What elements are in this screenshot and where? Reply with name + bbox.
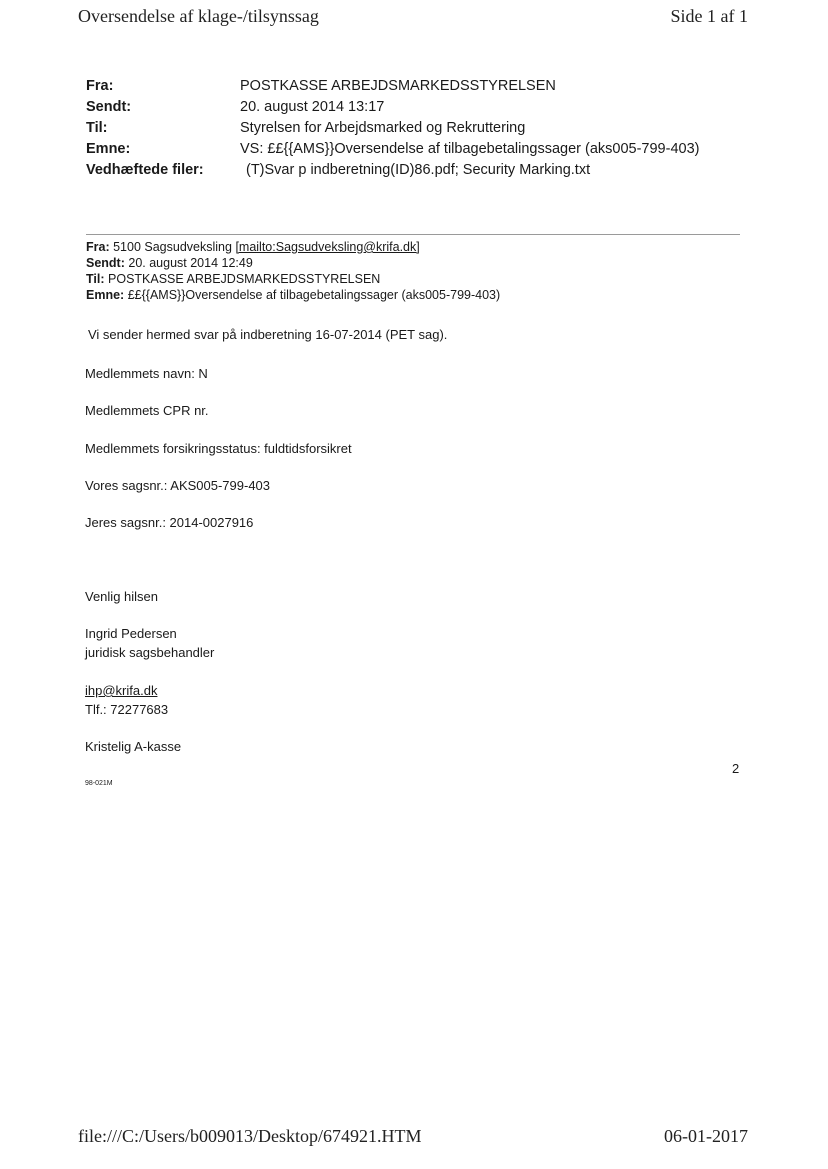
forward-attachments-value: (T)Svar p indberetning(ID)86.pdf; Security Marking.txt	[246, 162, 591, 178]
intro-text: Vi sender hermed svar på indberetning 16-07-2014 (PET sag).	[88, 327, 448, 342]
forward-from-label: Fra:	[86, 78, 114, 94]
page-footer-file-path: file:///C:/Users/b009013/Desktop/674921.HTM	[78, 1126, 422, 1146]
forward-sent-row	[86, 97, 699, 118]
forward-subject-value: VS: ££{{AMS}}Oversendelse af tilbagebetalingssager (aks005-799-403)	[240, 141, 700, 157]
stamp-page-number: 2	[732, 761, 740, 776]
original-from-row	[86, 239, 500, 255]
original-sent-value: 20. august 2014 12:49	[128, 256, 253, 270]
greeting-text: Venlig hilsen	[85, 589, 158, 604]
original-subject-row	[86, 287, 500, 303]
organization-text: Kristelig A-kasse	[85, 739, 182, 754]
header-divider	[86, 234, 740, 235]
original-to-label: Til:	[86, 272, 105, 286]
original-sent-label: Sendt:	[86, 256, 125, 270]
forward-to-label: Til:	[86, 120, 108, 136]
member-name-text: Medlemmets navn: N	[85, 366, 208, 381]
signer-phone-text: Tlf.: 72277683	[85, 702, 169, 717]
member-status-text: Medlemmets forsikringsstatus: fuldtidsforsikret	[85, 441, 352, 456]
page-header-title: Oversendelse af klage-/tilsynssag	[78, 6, 319, 26]
forward-attachments-label: Vedhæftede filer:	[86, 162, 204, 178]
original-header	[86, 239, 500, 303]
original-to-row	[86, 271, 500, 287]
signer-title-text: juridisk sagsbehandler	[85, 645, 215, 660]
forward-to-value: Styrelsen for Arbejdsmarked og Rekruttering	[240, 120, 526, 136]
original-sent-row	[86, 255, 500, 271]
forward-header	[86, 76, 699, 181]
forward-subject-label: Emne:	[86, 141, 131, 157]
forward-attachments-row	[86, 160, 699, 181]
original-from-name: 5100 Sagsudveksling	[113, 240, 232, 254]
original-from-label: Fra:	[86, 240, 110, 254]
forward-to-row	[86, 118, 699, 139]
original-from-mailto-link[interactable]: [mailto:Sagsudveksling@krifa.dk]	[235, 240, 420, 254]
page-footer-date: 06-01-2017	[664, 1126, 748, 1146]
our-case-number-text: Vores sagsnr.: AKS005-799-403	[85, 478, 271, 493]
your-case-number-text: Jeres sagsnr.: 2014-0027916	[85, 515, 254, 530]
forward-sent-label: Sendt:	[86, 99, 132, 115]
forward-subject-row	[86, 139, 699, 160]
forward-sent-value: 20. august 2014 13:17	[240, 99, 385, 115]
signer-name-text: Ingrid Pedersen	[85, 626, 177, 641]
member-cpr-text: Medlemmets CPR nr.	[85, 403, 209, 418]
original-subject-value: ££{{AMS}}Oversendelse af tilbagebetalingssager (aks005-799-403)	[127, 288, 501, 302]
forward-from-row	[86, 76, 699, 97]
signer-email-link[interactable]: ihp@krifa.dk	[85, 683, 158, 698]
original-subject-label: Emne:	[86, 288, 125, 302]
page-header-page-count: Side 1 af 1	[670, 6, 748, 26]
original-to-value: POSTKASSE ARBEJDSMARKEDSSTYRELSEN	[108, 272, 381, 286]
reference-code: 98-021M	[85, 780, 113, 787]
forward-from-value: POSTKASSE ARBEJDSMARKEDSSTYRELSEN	[240, 78, 556, 94]
